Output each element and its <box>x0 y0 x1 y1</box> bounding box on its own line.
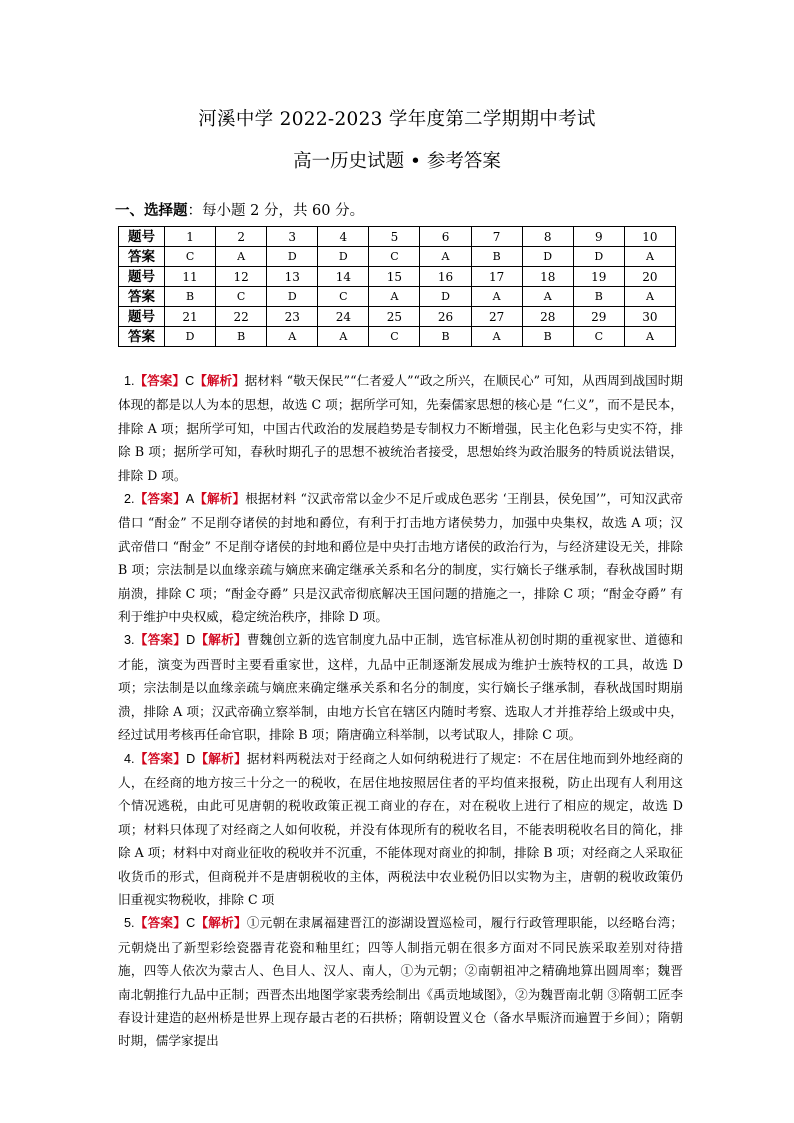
answer-letter: A <box>185 492 195 507</box>
answer-cell: C <box>216 287 267 307</box>
question-number-cell: 2 <box>216 227 267 247</box>
question-number-cell: 20 <box>624 267 675 287</box>
answer-cell: A <box>471 327 522 347</box>
answer-cell: D <box>165 327 216 347</box>
question-number: 2. <box>124 492 135 507</box>
answer-cell: A <box>624 287 675 307</box>
answer-cell: D <box>318 247 369 267</box>
explanation-text: 据材料 “敬天保民”“仁者爱人”“政之所兴，在顺民心” 可知，从西周到战国时期体现的都是以人为本的思想，故选 C 项；据所学可知，先秦儒家思想的核心是 “仁义”，而不是民本，排除 A 项；据所学可知，中国古代政治的发展趋势是专制权力不断增强，民主化色彩与史实不符，排除 B 项；据所学可知，春秋时期孔子的思想不被统治者接受，思想始终为政治服务的特质说法错误，排除 D 项。 <box>118 373 684 483</box>
question-list <box>118 369 683 1053</box>
question-number-cell: 7 <box>471 227 522 247</box>
question-number-row <box>119 227 676 247</box>
section-heading <box>115 199 364 220</box>
answer-cell: A <box>624 327 675 347</box>
explanation-text: ①元朝在隶属福建晋江的澎湖设置巡检司，履行行政管理职能，以经略台湾；元朝烧出了新型彩绘瓷器青花瓷和釉里红；四等人制指元朝在很多方面对不同民族采取差别对待措施，四等人依次为蒙古人、色目人、汉人、南人，①为元朝；②南朝祖冲之精确地算出圆周率；魏晋南北朝推行九品中正制；西晋杰出地图学家裴秀绘制出《禹贡地域图》，②为魏晋南北朝 ③隋朝工匠李春设计建造的赵州桥是世界上现存最古老的石拱桥；隋朝设置义仓（备水旱赈济而遍置于乡间）；隋朝时期，儒学家提出 <box>118 915 684 1049</box>
question-explanation <box>118 628 683 746</box>
question-number-cell: 9 <box>573 227 624 247</box>
answer-cell: D <box>267 247 318 267</box>
answer-cell: A <box>369 287 420 307</box>
question-number-cell: 12 <box>216 267 267 287</box>
question-number-cell: 26 <box>420 307 471 327</box>
answer-letter: D <box>186 633 196 648</box>
answer-cell: A <box>267 327 318 347</box>
page-subtitle: 高一历史试题 • 参考答案 <box>293 151 501 172</box>
row-label-answer: 答案 <box>119 287 165 307</box>
question-number-cell: 8 <box>522 227 573 247</box>
answer-cell: B <box>522 327 573 347</box>
question-number-cell: 24 <box>318 307 369 327</box>
answer-row <box>119 327 676 347</box>
answer-cell: A <box>318 327 369 347</box>
question-number-cell: 15 <box>369 267 420 287</box>
question-number-cell: 3 <box>267 227 318 247</box>
answer-cell: A <box>471 287 522 307</box>
question-number-cell: 30 <box>624 307 675 327</box>
answer-cell: B <box>216 327 267 347</box>
question-number-cell: 27 <box>471 307 522 327</box>
analysis-tag: 【解析】 <box>194 491 246 507</box>
answer-row <box>119 287 676 307</box>
explanation-text: 曹魏创立新的选官制度九品中正制，选官标准从初创时期的重视家世、道德和才能，演变为西晋时主要看重家世，这样，九品中正制逐渐发展成为维护士族特权的工具，故选 D 项；宗法制是以血缘亲疏与嫡庶来确定继承关系和名分的制度，实行嫡长子继承制，春秋战国时期崩溃，排除 A 项；汉武帝确立察举制，由地方长官在辖区内随时考察、选取人才并推荐给上级或中央，经过试用考核再任命官职，排除 B 项；隋唐确立科举制，以考试取人，排除 C 项。 <box>118 632 684 743</box>
question-number-row <box>119 267 676 287</box>
question-number-cell: 1 <box>165 227 216 247</box>
answer-tag: 【答案】 <box>134 750 187 766</box>
question-explanation <box>118 487 683 628</box>
question-number-cell: 13 <box>267 267 318 287</box>
answer-tag: 【答案】 <box>134 915 187 931</box>
answer-tag: 【答案】 <box>134 491 186 507</box>
question-explanation <box>118 747 683 912</box>
question-number-cell: 19 <box>573 267 624 287</box>
page-title: 河溪中学 2022-2023 学年度第二学期期中考试 <box>198 109 596 130</box>
answer-cell: D <box>267 287 318 307</box>
question-number-cell: 16 <box>420 267 471 287</box>
question-number: 1. <box>124 374 135 388</box>
question-number-cell: 17 <box>471 267 522 287</box>
row-label-question: 题号 <box>119 267 165 287</box>
answer-cell: C <box>165 247 216 267</box>
explanation-text: 据材料两税法对于经商之人如何纳税进行了规定：不在居住地而到外地经商的人，在经商的地方按三十分之一的税收，在居住地按照居住者的平均值来报税，防止出现有人利用这个情况逃税，由此可见唐朝的税收政策正视工商业的存在，对在税收上进行了相应的规定，故选 D 项；材料只体现了对经商之人如何收税，并没有体现所有的税收名目，不能表明税收名目的简化，排除 A 项；材料中对商业征收的税收并不沉重，不能体现对商业的抑制，排除 B 项；对经商之人采取征收货币的形式，但商税并不是唐朝税收的主体，两税法中农业税仍旧以实物为主，唐朝的税收政策仍旧重视实物税收，排除 C 项 <box>118 750 684 907</box>
row-label-answer: 答案 <box>119 247 165 267</box>
answer-cell: B <box>165 287 216 307</box>
answer-letter: D <box>186 751 196 766</box>
answer-cell: D <box>573 247 624 267</box>
answer-cell: A <box>522 287 573 307</box>
answer-cell: A <box>216 247 267 267</box>
row-label-question: 题号 <box>119 227 165 247</box>
question-number-cell: 5 <box>369 227 420 247</box>
answer-cell: A <box>624 247 675 267</box>
question-number: 3. <box>124 633 135 648</box>
question-number-cell: 18 <box>522 267 573 287</box>
question-number-cell: 29 <box>573 307 624 327</box>
question-number-row <box>119 307 676 327</box>
question-explanation <box>118 911 683 1052</box>
question-number-cell: 22 <box>216 307 267 327</box>
analysis-tag: 【解析】 <box>195 750 247 766</box>
question-number-cell: 14 <box>318 267 369 287</box>
question-number-cell: 10 <box>624 227 675 247</box>
answer-cell: C <box>369 327 420 347</box>
question-number-cell: 4 <box>318 227 369 247</box>
answer-tag: 【答案】 <box>134 632 187 648</box>
question-number: 4. <box>124 751 135 766</box>
question-number-cell: 6 <box>420 227 471 247</box>
answer-cell: C <box>369 247 420 267</box>
answer-cell: C <box>318 287 369 307</box>
row-label-question: 题号 <box>119 307 165 327</box>
answer-table <box>118 226 676 347</box>
question-explanation <box>118 369 683 487</box>
question-number-cell: 25 <box>369 307 420 327</box>
answer-cell: B <box>471 247 522 267</box>
answer-letter: C <box>186 916 196 931</box>
answer-tag: 【答案】 <box>134 373 186 388</box>
answer-cell: D <box>420 287 471 307</box>
section-heading-label: 一、选择题 <box>115 202 188 219</box>
answer-cell: A <box>420 247 471 267</box>
answer-row <box>119 247 676 267</box>
question-number-cell: 28 <box>522 307 573 327</box>
answer-cell: D <box>522 247 573 267</box>
answer-cell: C <box>573 327 624 347</box>
question-number-cell: 23 <box>267 307 318 327</box>
explanation-text: 根据材料 “汉武帝常以金少不足斤或成色恶劣 ‘王削县，侯免国’”，可知汉武帝借口 “酎金” 不足削夺诸侯的封地和爵位，有利于打击地方诸侯势力，加强中央集权，故选 A 项；汉武帝借口 “酎金” 不足削夺诸侯的封地和爵位是中央打击地方诸侯的政治行为，与经济建设无关，排除 B 项；宗法制是以血缘亲疏与嫡庶来确定继承关系和名分的制度，实行嫡长子继承制，春秋战国时期崩溃，排除 C 项；“酎金夺爵” 只是汉武帝彻底解决王国问题的措施之一，排除 C 项；“酎金夺爵” 有利于维护中央权威，稳定统治秩序，排除 D 项。 <box>118 491 684 625</box>
row-label-answer: 答案 <box>119 327 165 347</box>
answer-cell: B <box>573 287 624 307</box>
analysis-tag: 【解析】 <box>195 915 247 931</box>
analysis-tag: 【解析】 <box>194 373 245 388</box>
answer-letter: C <box>185 374 195 388</box>
section-heading-note: ：每小题 2 分，共 60 分。 <box>187 203 365 219</box>
question-number-cell: 11 <box>165 267 216 287</box>
question-number: 5. <box>124 916 135 931</box>
question-number-cell: 21 <box>165 307 216 327</box>
answer-cell: B <box>420 327 471 347</box>
analysis-tag: 【解析】 <box>195 632 247 648</box>
